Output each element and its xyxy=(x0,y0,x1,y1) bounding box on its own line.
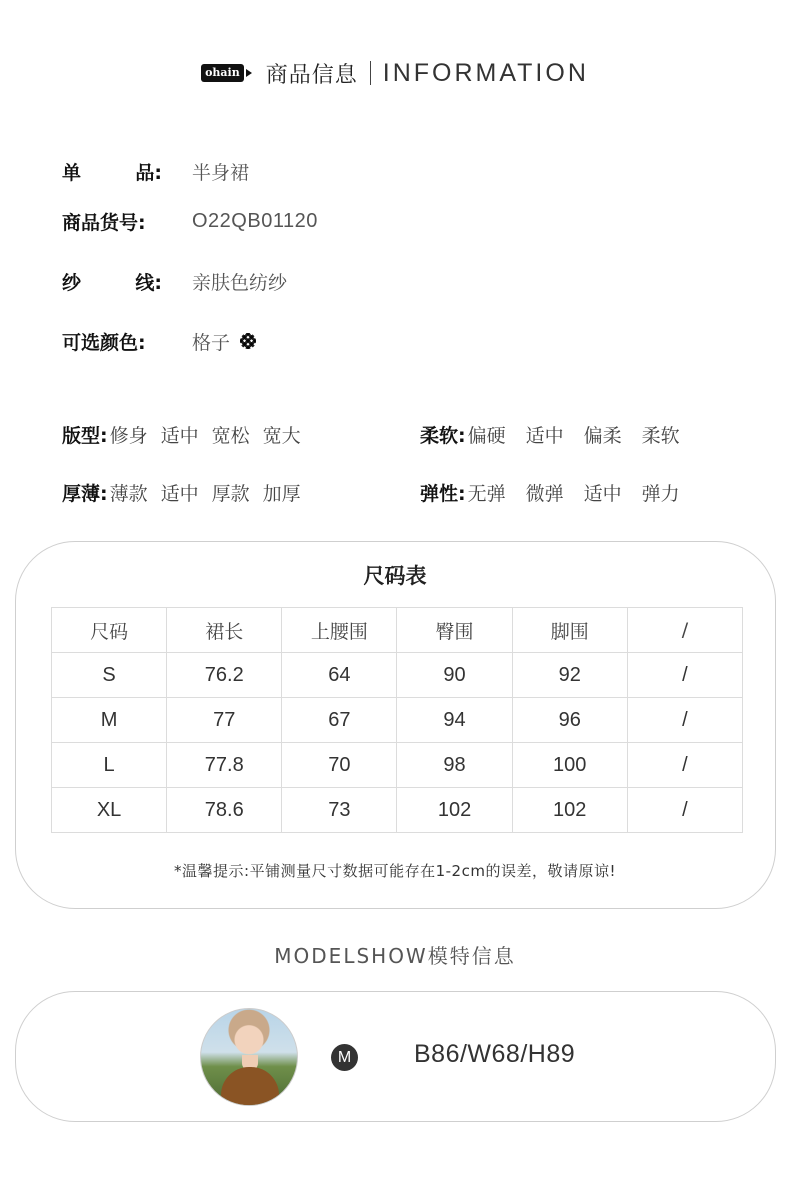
product-label: 单 品: xyxy=(62,161,162,184)
avatar-body-shape xyxy=(221,1067,279,1106)
attr-thickness xyxy=(62,476,314,508)
model-measurements: B86/W68/H89 xyxy=(414,1040,576,1068)
plaid-swatch-icon xyxy=(240,333,256,349)
model-info-card xyxy=(15,991,776,1122)
table-cell: / xyxy=(627,743,742,788)
table-cell: 102 xyxy=(512,788,627,833)
table-cell: / xyxy=(627,788,742,833)
attr-thickness-option: 适中 xyxy=(161,479,199,506)
attr-fit xyxy=(62,418,314,450)
model-show-title: MODELSHOW模特信息 xyxy=(274,944,516,968)
yarn-value: 亲肤色纺纱 xyxy=(192,271,288,294)
table-header-cell: 脚围 xyxy=(512,608,627,653)
code-value: O22QB01120 xyxy=(192,209,318,232)
table-header-row xyxy=(52,608,743,653)
table-row xyxy=(52,653,743,698)
attr-fit-option: 宽大 xyxy=(262,424,301,447)
attr-thickness-option: 薄款 xyxy=(109,482,148,505)
table-cell: / xyxy=(627,653,742,698)
attr-elasticity-option: 无弹 xyxy=(468,479,506,506)
table-cell: 70 xyxy=(282,743,397,788)
table-cell: 98 xyxy=(397,743,512,788)
table-header-cell: 上腰围 xyxy=(282,608,397,653)
table-cell: XL xyxy=(52,788,167,833)
table-cell: 92 xyxy=(512,653,627,698)
model-size-badge: M xyxy=(331,1044,358,1071)
attr-softness-option: 偏柔 xyxy=(583,424,622,447)
color-value: 格子 xyxy=(192,331,231,354)
table-cell: 94 xyxy=(397,698,512,743)
table-cell: 76.2 xyxy=(167,653,282,698)
attr-softness-option: 偏硬 xyxy=(467,424,506,447)
play-arrow-icon xyxy=(246,69,252,77)
table-cell: 90 xyxy=(397,653,512,698)
color-label: 可选颜色: xyxy=(62,331,146,354)
table-cell: 77.8 xyxy=(167,743,282,788)
attr-softness xyxy=(420,418,700,450)
table-cell: 77 xyxy=(167,698,282,743)
page-header xyxy=(0,56,790,90)
attr-elasticity-label: 弹性: xyxy=(420,482,466,505)
table-cell: 67 xyxy=(282,698,397,743)
table-row xyxy=(52,743,743,788)
attr-fit-option: 修身 xyxy=(110,421,148,448)
table-row xyxy=(52,698,743,743)
attr-elasticity xyxy=(420,476,700,508)
attr-fit-option: 适中 xyxy=(160,424,199,447)
table-cell: 64 xyxy=(282,653,397,698)
attr-softness-option: 柔软 xyxy=(641,424,680,447)
model-avatar xyxy=(200,1008,298,1106)
attr-softness-label: 柔软: xyxy=(420,424,466,447)
size-table-note: *温馨提示:平铺测量尺寸数据可能存在1-2cm的误差，敬请原谅! xyxy=(174,862,616,880)
table-cell: 102 xyxy=(397,788,512,833)
attr-elasticity-option: 微弹 xyxy=(525,482,564,505)
size-table xyxy=(51,607,743,833)
brand-logo-text: ohain xyxy=(201,64,244,82)
attr-thickness-option: 加厚 xyxy=(262,482,301,505)
code-label: 商品货号: xyxy=(62,211,146,234)
table-header-cell: 裙长 xyxy=(167,608,282,653)
size-table-title: 尺码表 xyxy=(363,564,427,588)
header-divider xyxy=(370,61,371,85)
table-cell: 100 xyxy=(512,743,627,788)
info-row-color xyxy=(62,326,256,356)
attr-fit-label: 版型: xyxy=(62,424,108,447)
table-header-cell: / xyxy=(627,608,742,653)
attr-thickness-label: 厚薄: xyxy=(62,482,108,505)
table-cell: L xyxy=(52,743,167,788)
table-cell: 78.6 xyxy=(167,788,282,833)
table-cell: 96 xyxy=(512,698,627,743)
attr-softness-option: 适中 xyxy=(526,421,564,448)
table-cell: M xyxy=(52,698,167,743)
table-cell: 73 xyxy=(282,788,397,833)
table-header-cell: 臀围 xyxy=(397,608,512,653)
header-title-en: INFORMATION xyxy=(382,58,589,87)
info-row-code xyxy=(62,206,318,236)
yarn-label: 纱 线: xyxy=(62,271,162,294)
table-cell: / xyxy=(627,698,742,743)
table-cell: S xyxy=(52,653,167,698)
attr-elasticity-option: 适中 xyxy=(583,482,622,505)
attr-elasticity-option: 弹力 xyxy=(641,482,680,505)
table-header-cell: 尺码 xyxy=(52,608,167,653)
table-row xyxy=(52,788,743,833)
attr-fit-option: 宽松 xyxy=(211,424,250,447)
info-row-product xyxy=(62,156,249,186)
info-row-yarn xyxy=(62,266,287,296)
header-title-cn: 商品信息 xyxy=(265,62,358,88)
product-value: 半身裙 xyxy=(192,161,250,184)
brand-logo xyxy=(201,64,252,82)
attr-thickness-option: 厚款 xyxy=(211,482,250,505)
